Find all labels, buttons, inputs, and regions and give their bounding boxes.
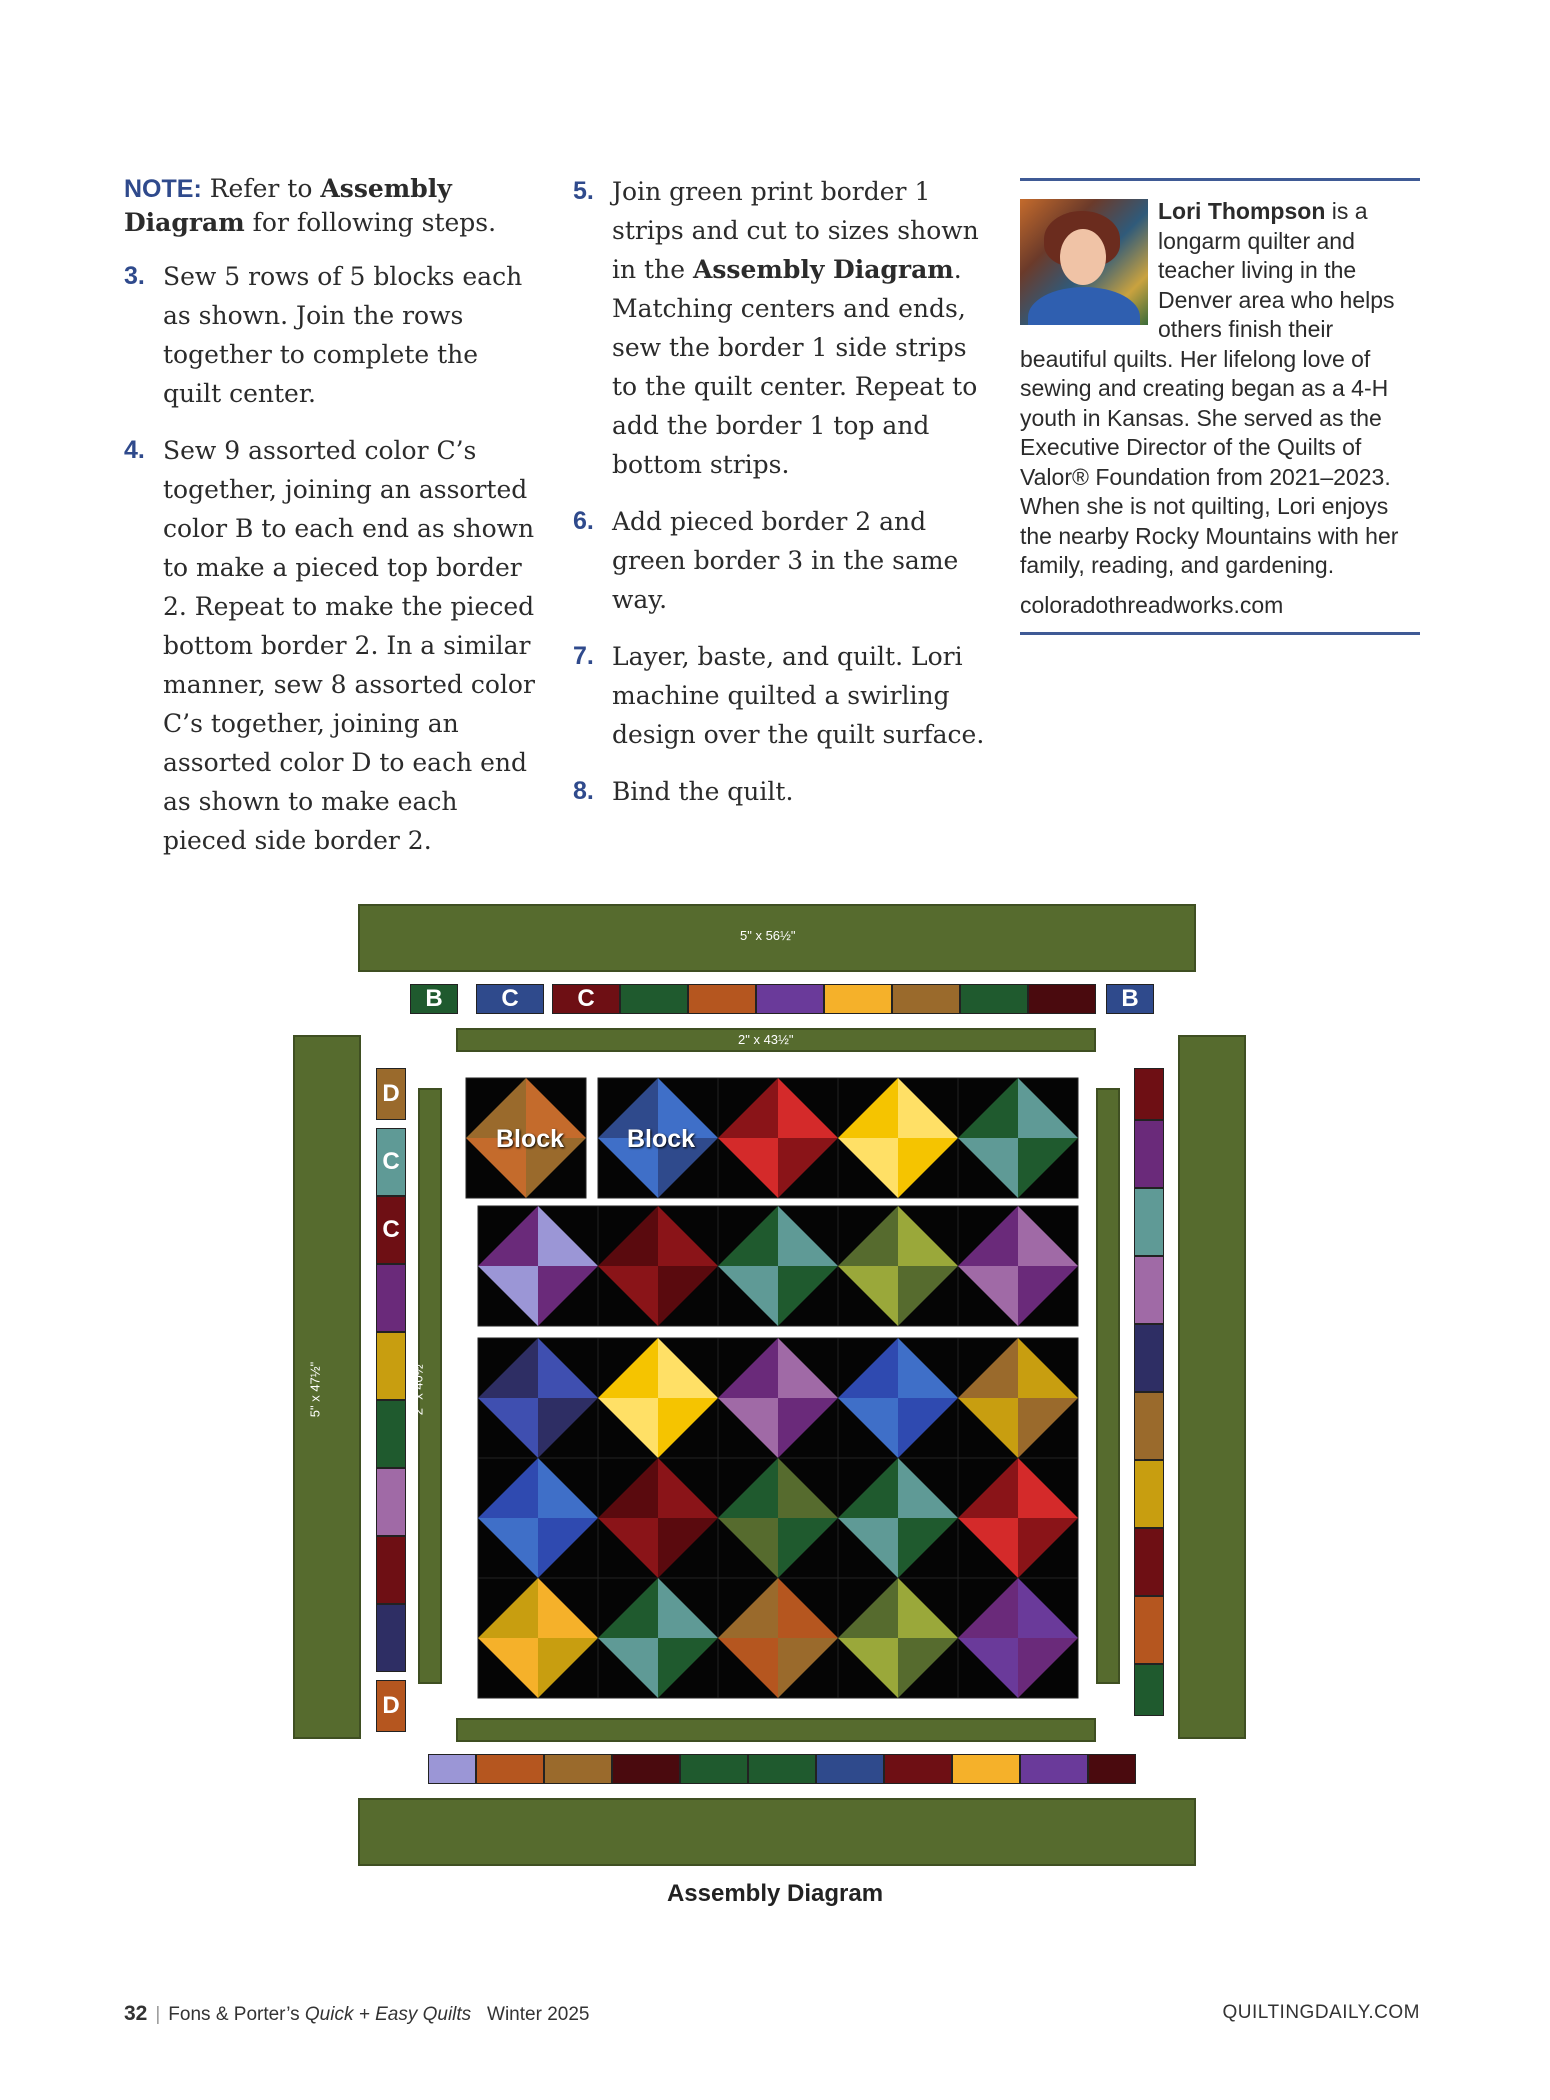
left-border-1-size: 2" x 40½" (410, 1359, 426, 1416)
note-label: NOTE: (124, 175, 202, 203)
step-text: Add pieced border 2 and green border 3 in the same way. (612, 507, 959, 614)
footer-separator: | (155, 2004, 161, 2025)
note-bold: Assembly Diagram (124, 174, 452, 237)
step-number: 8. (573, 777, 594, 805)
page-number: 32 (124, 2002, 148, 2025)
step-number: 6. (573, 507, 594, 535)
step-number: 5. (573, 177, 594, 205)
diagram-caption: Assembly Diagram (666, 1880, 884, 1907)
author-website[interactable]: coloradothreadworks.com (1020, 591, 1284, 618)
square-c: C (476, 984, 544, 1014)
footer-site[interactable]: QUILTINGDAILY.COM (1222, 2002, 1420, 2023)
magazine-name: Fons & Porter’s (168, 2004, 305, 2025)
block-label: Block (496, 1125, 565, 1153)
step-text: Bind the quilt. (612, 777, 794, 806)
square-d: D (376, 1680, 406, 1732)
page-footer (124, 2002, 1420, 2026)
step-number: 3. (124, 262, 145, 290)
square-d: D (376, 1068, 406, 1120)
square-c: C (376, 1196, 406, 1264)
step-text: Sew 9 assorted color C’s together, joining an assorted color B to each end as shown to make a pieced top border 2. Repeat to make the pieced bottom border 2. In a similar manner, sew 8 assorted color C’s together, joining an assorted color D to each end as shown to make each pieced side border 2. (163, 436, 535, 855)
magazine-name-italic: Quick + Easy Quilts (304, 2004, 472, 2025)
step-text: Sew 5 rows of 5 blocks each as shown. Join the rows together to complete the quilt center. (163, 262, 523, 408)
step-text: Join green print border 1 strips and cut to sizes shown in the (612, 177, 979, 284)
top-border-1-size: 2" x 43½" (738, 1032, 794, 1047)
step-text: . Matching centers and ends, sew the border 1 side strips to the quilt center. Repeat to add the border 1 top and bottom strips. (612, 255, 978, 479)
step-text-bold: Assembly Diagram (692, 255, 954, 284)
note-text-end: for following steps. (244, 208, 497, 237)
square-c: C (376, 1128, 406, 1196)
square-b: B (410, 984, 458, 1014)
author-bio: is a longarm quilter and teacher living in the Denver area who helps others finish their beautiful quilts. Her lifelong love of sewing and creating began as a 4-H youth in Kansas. She served as the Executive Director of the Quilts of Valor® Foundation from 2021–2023. When she is not quilting, Lori enjoys the nearby Rocky Mountains with her family, reading, and gardening. (1020, 198, 1399, 578)
left-border-3-size: 5" x 47½" (307, 1361, 323, 1418)
block-label: Block (627, 1125, 696, 1153)
square-c: C (552, 984, 620, 1014)
square-b: B (1106, 984, 1154, 1014)
author-name: Lori Thompson (1158, 198, 1326, 224)
note-text: Refer to (201, 174, 321, 203)
top-border-3-size: 5" x 56½" (740, 928, 796, 943)
step-number: 7. (573, 642, 594, 670)
issue-date: Winter 2025 (487, 2004, 590, 2025)
step-text: Layer, baste, and quilt. Lori machine quilted a swirling design over the quilt surface. (612, 642, 985, 749)
step-number: 4. (124, 436, 145, 464)
